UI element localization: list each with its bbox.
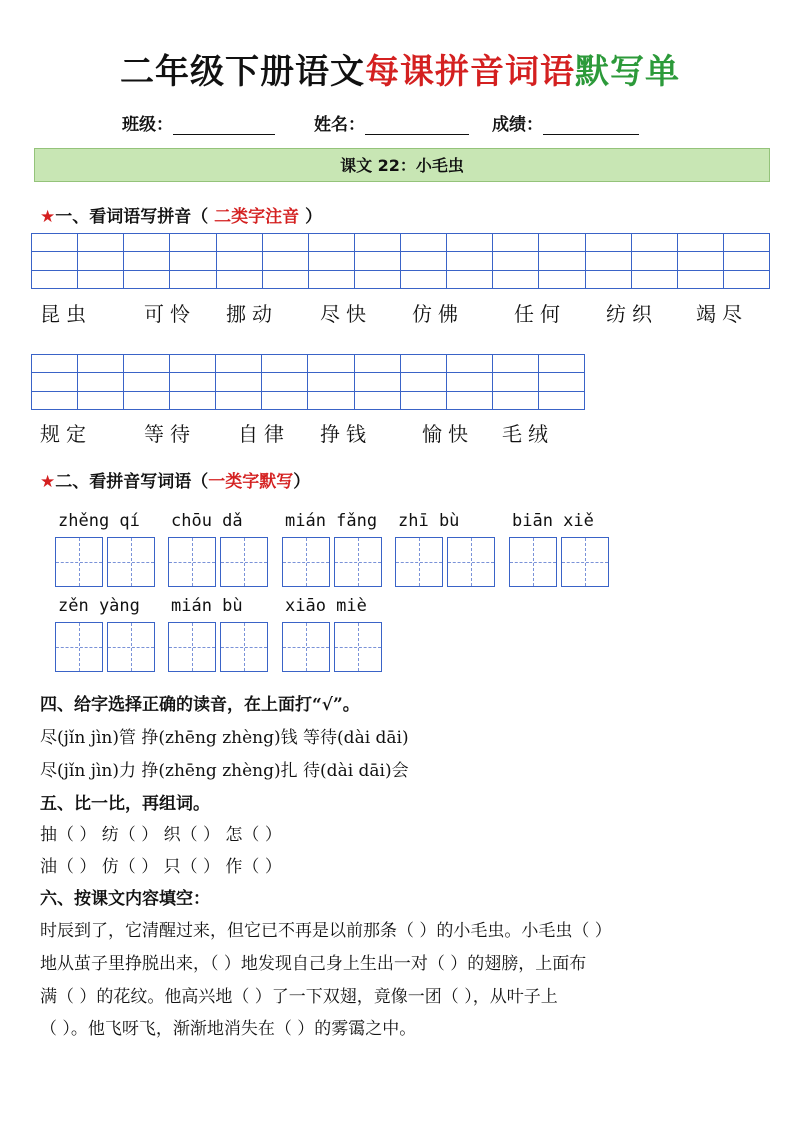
- name-label: 姓名：: [314, 115, 365, 135]
- section2-close: ）: [293, 472, 311, 492]
- grid-cell[interactable]: [354, 355, 400, 373]
- grid-cell[interactable]: [354, 373, 400, 391]
- grid-cell[interactable]: [585, 270, 631, 288]
- grid-cell[interactable]: [78, 252, 124, 270]
- tian-zi-box[interactable]: [220, 622, 268, 672]
- section1-note: 二类字注音: [208, 207, 306, 227]
- grid-cell[interactable]: [677, 234, 723, 252]
- grid-cell[interactable]: [723, 270, 769, 288]
- tian-zi-box[interactable]: [561, 537, 609, 587]
- section4-line-2: 尽(jǐn jìn)力 挣(zhēng zhèng)扎 待(dài dāi)会: [40, 761, 409, 781]
- grid-cell[interactable]: [447, 252, 493, 270]
- section6-line-2: 地从茧子里挣脱出来，（ ）地发现自己身上生出一对（ ）的翅膀，上面布: [40, 954, 587, 974]
- section6-line-1: 时辰到了，它清醒过来，但它已不再是以前那条（ ）的小毛虫。小毛虫（ ）: [40, 921, 612, 941]
- section5-line-1: 抽（ ） 纺（ ） 织（ ） 怎（ ）: [40, 825, 282, 845]
- grid-cell[interactable]: [538, 355, 584, 373]
- pinyin-prompt: zěn yàng: [58, 596, 140, 616]
- grid-cell[interactable]: [78, 234, 124, 252]
- grid-cell[interactable]: [262, 355, 308, 373]
- section6-line-4: （ ）。他飞呀飞，渐渐地消失在（ ）的雾霭之中。: [40, 1019, 417, 1039]
- grid-cell[interactable]: [216, 252, 262, 270]
- grid-cell[interactable]: [401, 270, 447, 288]
- tian-zi-box[interactable]: [107, 622, 155, 672]
- grid-cell[interactable]: [32, 391, 78, 409]
- grid-cell[interactable]: [308, 373, 354, 391]
- section6-title: 六、按课文内容填空：: [40, 889, 210, 909]
- vocab-word: 自律: [238, 422, 290, 446]
- vocab-word: 任何: [514, 302, 566, 326]
- grid-cell[interactable]: [538, 373, 584, 391]
- pinyin-prompt: xiāo miè: [285, 596, 367, 616]
- tian-zi-box[interactable]: [55, 622, 103, 672]
- tian-zi-box[interactable]: [107, 537, 155, 587]
- section5-line-2: 油（ ） 仿（ ） 只（ ） 作（ ）: [40, 857, 282, 877]
- vocab-word: 可怜: [144, 302, 196, 326]
- grid-cell[interactable]: [539, 252, 585, 270]
- grid-cell[interactable]: [170, 373, 216, 391]
- name-blank[interactable]: [365, 116, 469, 135]
- grid-cell[interactable]: [262, 373, 308, 391]
- title-part-main: 每课拼音词语: [365, 52, 575, 92]
- tian-zi-box[interactable]: [55, 537, 103, 587]
- grid-cell[interactable]: [677, 270, 723, 288]
- grid-cell[interactable]: [32, 252, 78, 270]
- tian-zi-box[interactable]: [334, 537, 382, 587]
- grid-cell[interactable]: [262, 391, 308, 409]
- score-blank[interactable]: [543, 116, 639, 135]
- grid-cell[interactable]: [124, 252, 170, 270]
- grid-cell[interactable]: [446, 373, 492, 391]
- class-blank[interactable]: [173, 116, 275, 135]
- grid-cell[interactable]: [262, 234, 308, 252]
- grid-cell[interactable]: [539, 270, 585, 288]
- grid-cell[interactable]: [170, 355, 216, 373]
- grid-cell[interactable]: [216, 270, 262, 288]
- grid-cell[interactable]: [170, 270, 216, 288]
- grid-cell[interactable]: [32, 270, 78, 288]
- grid-cell[interactable]: [446, 391, 492, 409]
- class-field: [122, 110, 275, 135]
- grid-cell[interactable]: [308, 355, 354, 373]
- grid-cell[interactable]: [308, 234, 354, 252]
- star-icon: ★: [40, 207, 56, 227]
- grid-cell[interactable]: [400, 391, 446, 409]
- grid-cell[interactable]: [631, 270, 677, 288]
- tian-zi-box[interactable]: [334, 622, 382, 672]
- tian-zi-box[interactable]: [220, 537, 268, 587]
- grid-cell[interactable]: [354, 270, 400, 288]
- grid-cell[interactable]: [492, 355, 538, 373]
- grid-cell[interactable]: [170, 391, 216, 409]
- grid-cell[interactable]: [124, 234, 170, 252]
- score-field: [492, 110, 639, 135]
- grid-cell[interactable]: [78, 373, 124, 391]
- lesson-title-bar: 课文 22：小毛虫: [34, 148, 770, 182]
- grid-cell[interactable]: [262, 270, 308, 288]
- grid-cell[interactable]: [78, 391, 124, 409]
- grid-cell[interactable]: [400, 355, 446, 373]
- star-icon: ★: [40, 472, 56, 492]
- grid-cell[interactable]: [308, 391, 354, 409]
- grid-cell[interactable]: [401, 252, 447, 270]
- vocab-word: 毛绒: [502, 422, 554, 446]
- score-label: 成绩：: [492, 115, 543, 135]
- grid-cell[interactable]: [32, 355, 78, 373]
- grid-cell[interactable]: [216, 373, 262, 391]
- vocab-word: 规定: [40, 422, 92, 446]
- pinyin-prompt: chōu dǎ: [171, 511, 243, 531]
- grid-cell[interactable]: [216, 391, 262, 409]
- grid-cell[interactable]: [216, 355, 262, 373]
- section1-heading: [40, 202, 322, 227]
- pinyin-prompt: mián bù: [171, 596, 243, 616]
- vocab-word: 尽快: [320, 302, 372, 326]
- grid-cell[interactable]: [124, 355, 170, 373]
- pinyin-prompt: zhī bù: [398, 511, 460, 531]
- vocab-word: 挣钱: [320, 422, 372, 446]
- tian-zi-box[interactable]: [168, 622, 216, 672]
- grid-cell[interactable]: [538, 391, 584, 409]
- vocab-word: 挪动: [226, 302, 278, 326]
- grid-cell[interactable]: [585, 252, 631, 270]
- tian-zi-box[interactable]: [395, 537, 443, 587]
- section2-title: 二、看拼音写词语（: [55, 472, 209, 492]
- pinyin-writing-grid-1[interactable]: [31, 233, 770, 289]
- section4-title: 四、给字选择正确的读音，在上面打“√”。: [40, 695, 360, 715]
- tian-zi-box[interactable]: [282, 537, 330, 587]
- grid-cell[interactable]: [124, 391, 170, 409]
- grid-cell[interactable]: [677, 252, 723, 270]
- vocab-word: 竭尽: [696, 302, 748, 326]
- grid-cell[interactable]: [447, 270, 493, 288]
- section5-title: 五、比一比，再组词。: [40, 794, 210, 814]
- tian-zi-box[interactable]: [168, 537, 216, 587]
- section2-note: 一类字默写: [208, 472, 294, 492]
- vocab-word: 等待: [144, 422, 196, 446]
- section1-close: ）: [305, 207, 323, 227]
- pinyin-prompt: zhěng qí: [58, 511, 140, 531]
- grid-cell[interactable]: [493, 270, 539, 288]
- grid-cell[interactable]: [631, 252, 677, 270]
- vocab-word: 愉快: [422, 422, 474, 446]
- grid-cell[interactable]: [631, 234, 677, 252]
- tian-zi-box[interactable]: [282, 622, 330, 672]
- grid-cell[interactable]: [539, 234, 585, 252]
- pinyin-prompt: biān xiě: [512, 511, 594, 531]
- grid-cell[interactable]: [493, 252, 539, 270]
- grid-cell[interactable]: [78, 270, 124, 288]
- page-title: [0, 44, 800, 93]
- grid-cell[interactable]: [493, 234, 539, 252]
- vocab-word: 纺织: [606, 302, 658, 326]
- grid-cell[interactable]: [354, 234, 400, 252]
- title-part-grade: 二年级下册语文: [120, 52, 365, 92]
- class-label: 班级：: [122, 115, 173, 135]
- grid-cell[interactable]: [723, 234, 769, 252]
- name-field: [314, 110, 469, 135]
- grid-cell[interactable]: [492, 391, 538, 409]
- vocab-word: 昆虫: [40, 302, 92, 326]
- grid-cell[interactable]: [78, 355, 124, 373]
- grid-cell[interactable]: [170, 234, 216, 252]
- grid-cell[interactable]: [124, 270, 170, 288]
- grid-cell[interactable]: [447, 234, 493, 252]
- tian-zi-box[interactable]: [447, 537, 495, 587]
- grid-cell[interactable]: [124, 373, 170, 391]
- grid-cell[interactable]: [723, 252, 769, 270]
- vocab-word: 仿佛: [412, 302, 464, 326]
- section1-title: 一、看词语写拼音（: [55, 207, 209, 227]
- grid-cell[interactable]: [400, 373, 446, 391]
- grid-cell[interactable]: [585, 234, 631, 252]
- grid-cell[interactable]: [308, 252, 354, 270]
- grid-cell[interactable]: [446, 355, 492, 373]
- title-part-sheet: 默写单: [575, 52, 680, 92]
- grid-cell[interactable]: [170, 252, 216, 270]
- grid-cell[interactable]: [354, 252, 400, 270]
- grid-cell[interactable]: [492, 373, 538, 391]
- grid-cell[interactable]: [216, 234, 262, 252]
- pinyin-writing-grid-2[interactable]: [31, 354, 585, 410]
- grid-cell[interactable]: [401, 234, 447, 252]
- section2-heading: [40, 467, 310, 492]
- section4-line-1: 尽(jǐn jìn)管 挣(zhēng zhèng)钱 等待(dài dāi): [40, 728, 409, 748]
- tian-zi-box[interactable]: [509, 537, 557, 587]
- grid-cell[interactable]: [262, 252, 308, 270]
- section6-line-3: 满（ ）的花纹。他高兴地（ ）了一下双翅，竟像一团（ ），从叶子上: [40, 987, 558, 1007]
- pinyin-prompt: mián fǎng: [285, 511, 378, 531]
- grid-cell[interactable]: [32, 373, 78, 391]
- grid-cell[interactable]: [354, 391, 400, 409]
- grid-cell[interactable]: [32, 234, 78, 252]
- grid-cell[interactable]: [308, 270, 354, 288]
